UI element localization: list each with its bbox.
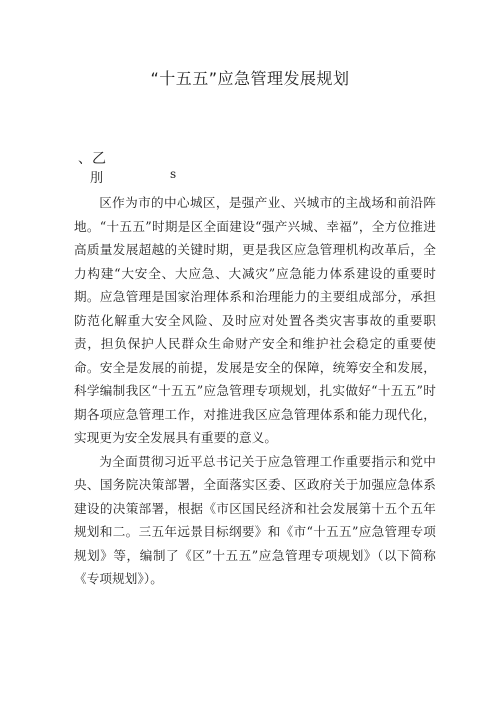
body-paragraph-1: 区作为市的中心城区，是强产业、兴城市的主战场和前沿阵地。“十五五”时期是区全面建设“强产兴城、幸福”，全方位推进高质量发展超越的关键时期，更是我区应急管理机构改革后，全力构建“大安全、大应急、大减灾”应急能力体系建设的重要时期。应急管理是国家治理体系和治理能力的主要组成部分，承担防范化解重大安全风险、及时应对处置各类灾害事故的重要职责，担负保护人民群众生命财产安全和维护社会稳定的重要使命。安全是发展的前提，发展是安全的保障，统筹安全和发展，科学编制我区“十五五”应急管理专项规划，扎实做好“十五五”时期各项应急管理工作，对推进我区应急管理体系和能力现代化，实现更为安全发展具有重要的意义。 <box>74 195 436 445</box>
section-heading-fragment: 、乙 <box>78 151 106 167</box>
section-heading-character: 刖 <box>90 171 104 186</box>
body-paragraph-2: 为全面贯彻习近平总书记关于应急管理工作重要指示和党中央、国务院决策部署，全面落实区委、区政府关于加强应急体系建设的决策部署，根据《市区国民经济和社会发展第十五个五年规划和二。三五年远景目标纲要》和《市“十五五”应急管理专项规划》等，编制了《区”十五五”应急管理专项规划》（以下简称《专项规划》）。 <box>74 453 436 586</box>
section-heading-letter: s <box>170 167 177 181</box>
document-body <box>74 191 436 591</box>
document-title: “十五五”应急管理发展规划 <box>150 69 350 88</box>
